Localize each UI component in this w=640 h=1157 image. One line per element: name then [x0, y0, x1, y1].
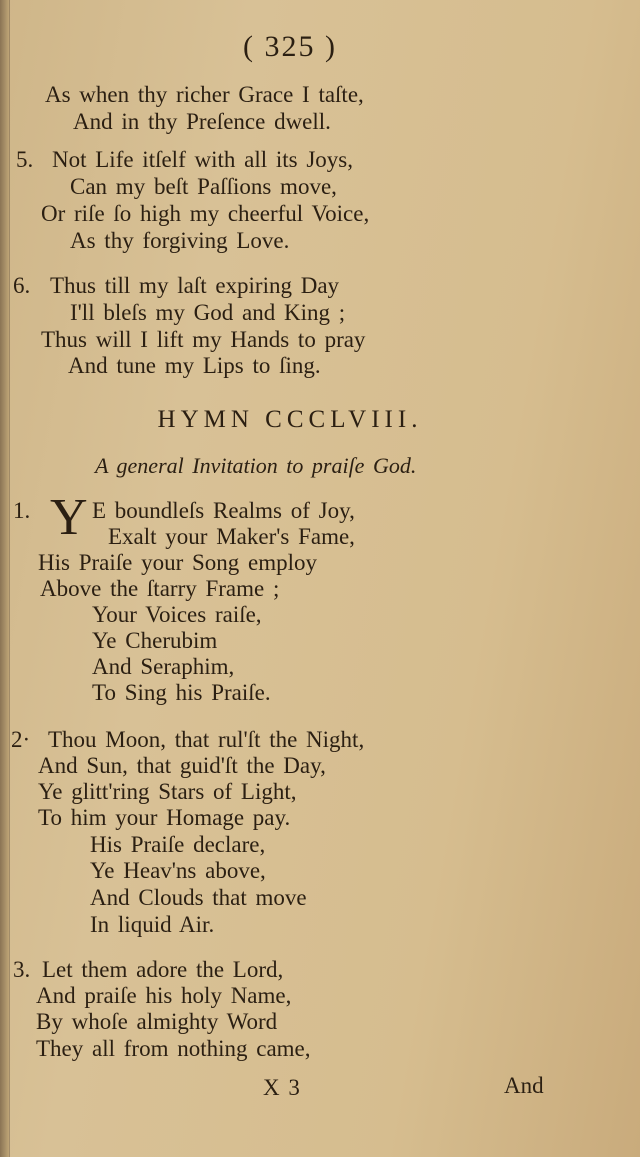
verse-line: His Praiſe declare, — [90, 832, 266, 857]
verse-line: Ye Heav'ns above, — [90, 858, 266, 883]
verse-line: Thus will I lift my Hands to pray — [41, 327, 366, 352]
signature-mark: X 3 — [263, 1075, 300, 1100]
verse-line: And praiſe his holy Name, — [36, 983, 292, 1008]
catchword: And — [504, 1073, 544, 1098]
verse-line: Ye Cherubim — [92, 628, 218, 653]
verse-line: His Praiſe your Song employ — [38, 550, 318, 575]
verse-line: Thus till my laſt expiring Day — [50, 273, 340, 298]
stanza-number: 6. — [13, 273, 31, 298]
stanza-number: 1. — [13, 498, 31, 523]
verse-line: And Sun, that guid'ſt the Day, — [38, 753, 326, 778]
verse-line: Let them adore the Lord, — [42, 957, 284, 982]
stanza-number: 3. — [13, 957, 31, 982]
verse-line: In liquid Air. — [90, 912, 215, 937]
page-binding-edge — [0, 0, 9, 1157]
hymn-subtitle: A general Invitation to praiſe God. — [95, 453, 417, 478]
stanza-number: 2· — [11, 727, 31, 752]
verse-line: Exalt your Maker's Fame, — [108, 524, 355, 549]
verse-line: To Sing his Praiſe. — [92, 680, 271, 705]
drop-cap: Y — [50, 489, 88, 546]
verse-line: E boundleſs Realms of Joy, — [92, 498, 355, 523]
verse-line: I'll bleſs my God and King ; — [70, 300, 346, 325]
verse-line: Above the ſtarry Frame ; — [40, 576, 280, 601]
verse-line: And Clouds that move — [90, 885, 307, 910]
verse-line: And in thy Preſence dwell. — [73, 109, 331, 134]
verse-line: They all from nothing came, — [36, 1036, 311, 1061]
stanza-number: 5. — [16, 147, 34, 172]
verse-line: Thou Moon, that rul'ſt the Night, — [48, 727, 365, 752]
page-number: ( 325 ) — [243, 30, 337, 63]
verse-line: And Seraphim, — [92, 654, 235, 679]
hymn-title: HYMN CCCLVIII. — [157, 406, 423, 433]
verse-line: Your Voices raiſe, — [92, 602, 262, 627]
verse-line: Can my beſt Paſſions move, — [70, 174, 337, 199]
verse-line: Not Life itſelf with all its Joys, — [52, 147, 353, 172]
verse-line: By whoſe almighty Word — [36, 1009, 278, 1034]
verse-line: As thy forgiving Love. — [70, 228, 290, 253]
page-binding-line — [9, 0, 10, 1157]
verse-line: As when thy richer Grace I taſte, — [45, 82, 364, 107]
verse-line: And tune my Lips to ſing. — [68, 353, 321, 378]
verse-line: Ye glitt'ring Stars of Light, — [38, 779, 297, 804]
verse-line: Or riſe ſo high my cheerful Voice, — [41, 201, 370, 226]
verse-line: To him your Homage pay. — [38, 805, 291, 830]
